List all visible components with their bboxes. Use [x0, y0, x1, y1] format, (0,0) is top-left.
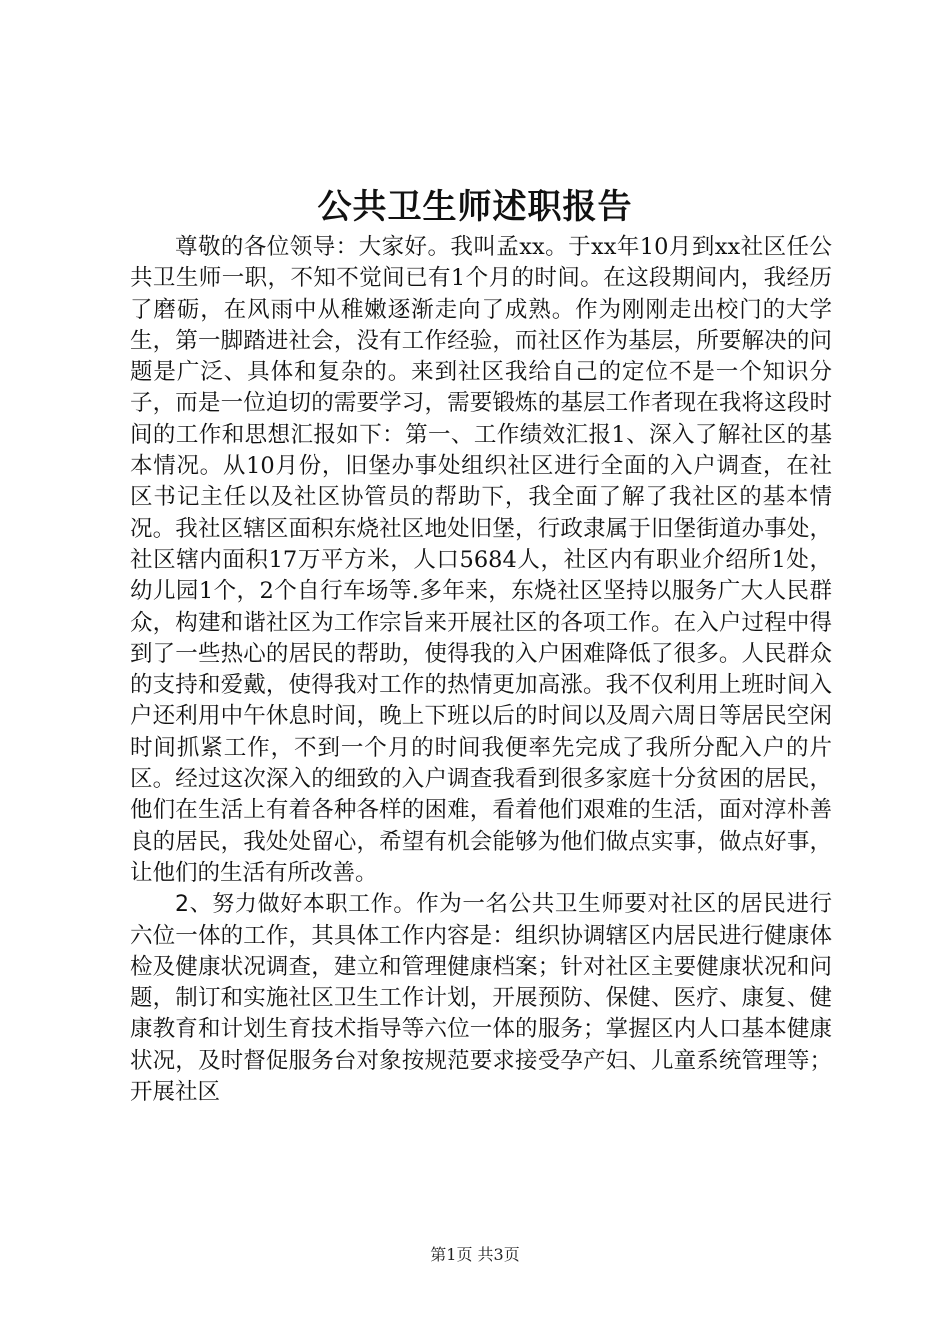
document-body: [130, 232, 832, 1108]
document-title: 公共卫生师述职报告: [317, 187, 633, 227]
paragraph-2-body: 作为一名公共卫生师要对社区的居民进行六位一体的工作，其具体工作内容是：组织协调辖区内居民进行健康体检及健康状况调查，建立和管理健康档案；针对社区主要健康状况和问题，制订和实施社区卫生工作计划，开展预防、保健、医疗、康复、健康教育和计划生育技术指导等六位一体的服务；掌握区内人口基本健康状况，及时督促服务台对象按规范要求接受孕产妇、儿童系统管理等；开展社区: [130, 891, 832, 1106]
paragraph-2: [130, 889, 832, 1108]
paragraph-2-heading: 2、努力做好本职工作。: [175, 892, 417, 918]
page-number-footer: 第1页 共3页: [430, 1245, 520, 1264]
paragraph-1: 尊敬的各位领导：大家好。我叫孟xx。于xx年10月到xx社区任公共卫生师一职，不知不觉间已有1个月的时间。在这段期间内，我经历了磨砺，在风雨中从稚嫩逐渐走向了成熟。作为刚刚走出校门的大学生，第一脚踏进社会，没有工作经验，而社区作为基层，所要解决的问题是广泛、具体和复杂的。来到社区我给自己的定位不是一个知识分子，而是一位迫切的需要学习，需要锻炼的基层工作者现在我将这段时间的工作和思想汇报如下：第一、工作绩效汇报1、深入了解社区的基本情况。从10月份，旧堡办事处组织社区进行全面的入户调查，在社区书记主任以及社区协管员的帮助下，我全面了解了我社区的基本情况。我社区辖区面积东烧社区地处旧堡，行政隶属于旧堡街道办事处，社区辖内面积17万平方米，人口5684人，社区内有职业介绍所1处，幼儿园1个，2个自行车场等.多年来，东烧社区坚持以服务广大人民群众，构建和谐社区为工作宗旨来开展社区的各项工作。在入户过程中得到了一些热心的居民的帮助，使得我的入户困难降低了很多。人民群众的支持和爱戴，使得我对工作的热情更加高涨。我不仅利用上班时间入户还利用中午休息时间，晚上下班以后的时间以及周六周日等居民空闲时间抓紧工作，不到一个月的时间我便率先完成了我所分配入户的片区。经过这次深入的细致的入户调查我看到很多家庭十分贫困的居民，他们在生活上有着各种各样的困难，看着他们艰难的生活，面对淳朴善良的居民，我处处留心，希望有机会能够为他们做点实事，做点好事，让他们的生活有所改善。: [130, 234, 832, 886]
